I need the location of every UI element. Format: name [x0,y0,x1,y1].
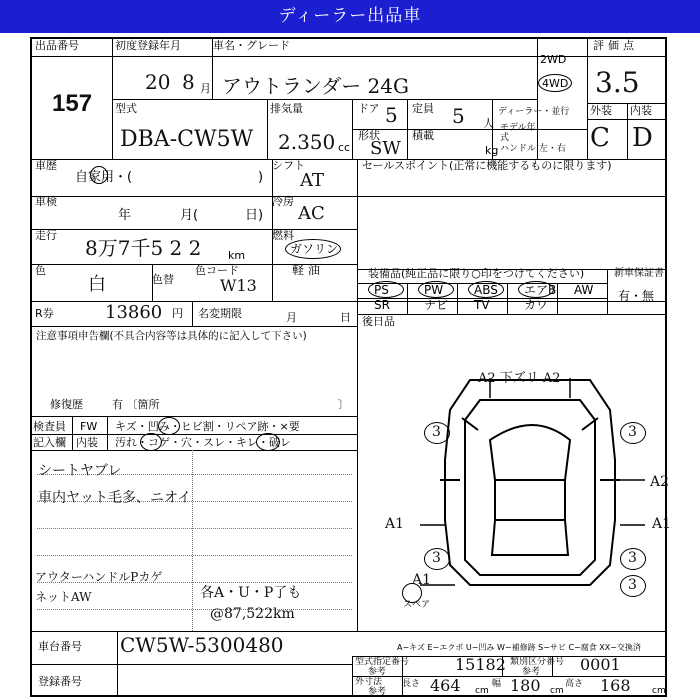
damage-mark: A1 [652,516,672,532]
shape-label: 形状 [358,129,380,142]
width-label: 幅 [492,679,502,689]
sales-point-label: セールスポイント(正常に機能するものに限ります) [362,159,612,172]
warranty-value: 有・無 [618,289,655,303]
spare-tire-icon [402,583,422,603]
shift-label: シフト [272,159,305,172]
damage-mark: 3 [432,550,441,566]
inspector-label-2: 記入欄 [33,436,66,449]
recycle-value: 13860 [105,302,163,323]
history-label: 車歴 [35,159,57,172]
repair-close: 〕 [338,398,349,411]
inspection-day: 日) [245,208,264,223]
type-cert-value: 15182 [455,655,506,674]
rear-seat-label: 後日品 [362,315,395,328]
name-change-day: 日 [340,311,351,324]
model-year-label: モデル年式 [500,123,536,143]
capacity-label: 定員 [412,102,434,115]
class-label-1: 類別区分番号 [510,657,565,667]
lot-number: 157 [52,90,93,117]
type-value: DBA-CW5W [120,127,254,152]
equipment-item: TV [474,298,490,312]
ac-label: 冷房 [272,195,294,208]
height-unit: cm [652,686,666,696]
inspection-label: 車検 [35,195,57,208]
interior-label: 内装 [630,104,652,117]
header-banner: ディーラー出品車 [0,0,700,33]
damage-mark: 3 [628,550,637,566]
length-unit: cm [475,686,489,696]
drive-4wd: 4WD [542,77,569,90]
fuel-label: 燃料 [272,229,294,242]
inspection-month: 月( [180,208,199,223]
mileage-label: 走行 [35,229,57,242]
model-value: アウトランダー 24G [222,74,409,98]
damage-circle [620,548,646,570]
height-value: 168 [600,676,631,695]
class-label-2: 参考 [522,667,541,677]
type-cert-label-2: 参考 [368,667,387,677]
diagram-top-label: A2 下ズリ A2 [478,371,561,386]
damage-mark: A1 [385,516,405,532]
damage-circle [424,422,450,444]
mileage-value: 8万7千5 2 2 [85,236,202,260]
dimensions-label-1: 外寸法 [355,677,383,687]
shift-value: AT [300,170,325,191]
shape-value: SW [370,138,401,159]
color-code-value: W13 [220,276,257,295]
registration-year: 20 [145,70,171,94]
width-unit: cm [550,686,564,696]
handle-label: ハンドル 左・右 [500,144,566,154]
inspection-year: 年 [118,208,132,223]
notes-label: 注意事項申告欄(不具合内容等は具体的に記入して下さい) [36,330,307,342]
damage-legend: A−キズ E−エクボ U−凹み W−補修跡 S−サビ C−腐食 XX−交換済 [397,643,641,652]
type-cert-label-1: 型式指定番号 [355,657,410,667]
remark-line-1: シートヤブレ [38,463,122,479]
repair-value: 有 〔箇所 [112,398,160,411]
ac-value: AC [298,203,325,224]
equipment-item: エアB [524,283,557,297]
drive-2wd: 2WD [540,53,567,66]
damage-mark: A1 [412,572,432,588]
damage-mark: A2 [650,474,670,490]
lot-label: 出品番号 [35,39,79,52]
damage-mark: 3 [628,577,637,593]
history-value: 自家用・( [75,170,133,185]
warranty-label: 新車保証書 [614,268,664,279]
recycle-unit: 円 [172,307,183,320]
color-code-label: 色コード [195,264,239,277]
dimensions-label-2: 参考 [368,687,387,697]
equipment-item: SR [374,298,390,312]
color-label: 色 [35,264,46,277]
equipment-item: PW [424,283,444,297]
fuel-gasoline: ガソリン [290,242,339,256]
remark-line-2: 車内ヤット毛多、ニオイ [38,490,192,506]
width-value: 180 [510,676,541,695]
displacement-value: 2.350 [278,130,336,154]
name-change-month: 月 [286,311,297,324]
height-label: 高さ [565,679,584,689]
remark-line-6: @87,522km [210,606,295,622]
color-value: 白 [88,274,106,295]
remark-line-3: アウターハンドルPカゲ [35,570,163,584]
chassis-value: CW5W-5300480 [120,633,284,657]
inspector-interior: 内装 [76,436,98,449]
capacity-value: 5 [452,104,465,128]
capacity-unit: 人 [483,117,494,130]
interior-grade: D [632,123,653,153]
inspector-codes-2: 汚れ・コゲ・穴・スレ・キレ・破レ [115,436,291,449]
displacement-unit: cc [338,141,351,154]
damage-circle [620,422,646,444]
load-unit: kg [485,144,499,157]
damage-circle [620,575,646,597]
registration-month-unit: 月 [200,82,211,95]
registration-month: 8 [182,70,195,94]
door-label: ドア [358,102,380,115]
remark-line-5: 各A・U・P了も [200,585,302,601]
mileage-unit: km [228,249,246,262]
door-value: 5 [385,103,398,127]
length-label: 長さ [402,679,421,689]
equipment-item: カワ [524,298,549,312]
inspector-codes-1: キズ・凹み・ヒビ割・リペア跡・×要 [115,420,300,433]
damage-circle [424,548,450,570]
grade-value: 3.5 [595,66,640,99]
remark-line-4: ネットAW [35,590,92,604]
class-value: 0001 [580,655,621,674]
equipment-item: ABS [474,283,498,297]
equipment-item: PS [374,283,389,297]
reg-number-label: 登録番号 [38,675,82,688]
chassis-label: 車台番号 [38,640,82,653]
dealer-label: ディーラー・並行 [498,107,570,117]
grade-label: 評価点 [593,39,638,52]
equipment-label: 装備品(純正品に限り○印をつけてください) [368,267,585,280]
repaint-label: 色替 [152,273,174,286]
inspector-fw: FW [80,420,98,433]
displacement-label: 排気量 [270,102,303,115]
length-value: 464 [430,676,461,695]
load-label: 積載 [412,129,434,142]
name-change-label: 名変期限 [198,307,242,320]
history-close: ) [258,170,264,185]
exterior-label: 外装 [590,104,612,117]
recycle-label: R券 [35,307,54,320]
fuel-diesel: 軽 油 [292,263,320,277]
model-label: 車名・グレード [213,39,290,52]
inspector-label-1: 検査員 [33,420,66,433]
damage-mark: 3 [432,424,441,440]
type-label: 型式 [115,102,137,115]
repair-label: 修復歴 [50,398,83,411]
spare-label: スペア [403,600,431,610]
equipment-item: AW [574,283,594,297]
damage-mark: 3 [628,424,637,440]
equipment-item: ナビ [424,298,449,312]
registration-label: 初度登録年月 [115,39,181,52]
exterior-grade: C [590,123,610,153]
